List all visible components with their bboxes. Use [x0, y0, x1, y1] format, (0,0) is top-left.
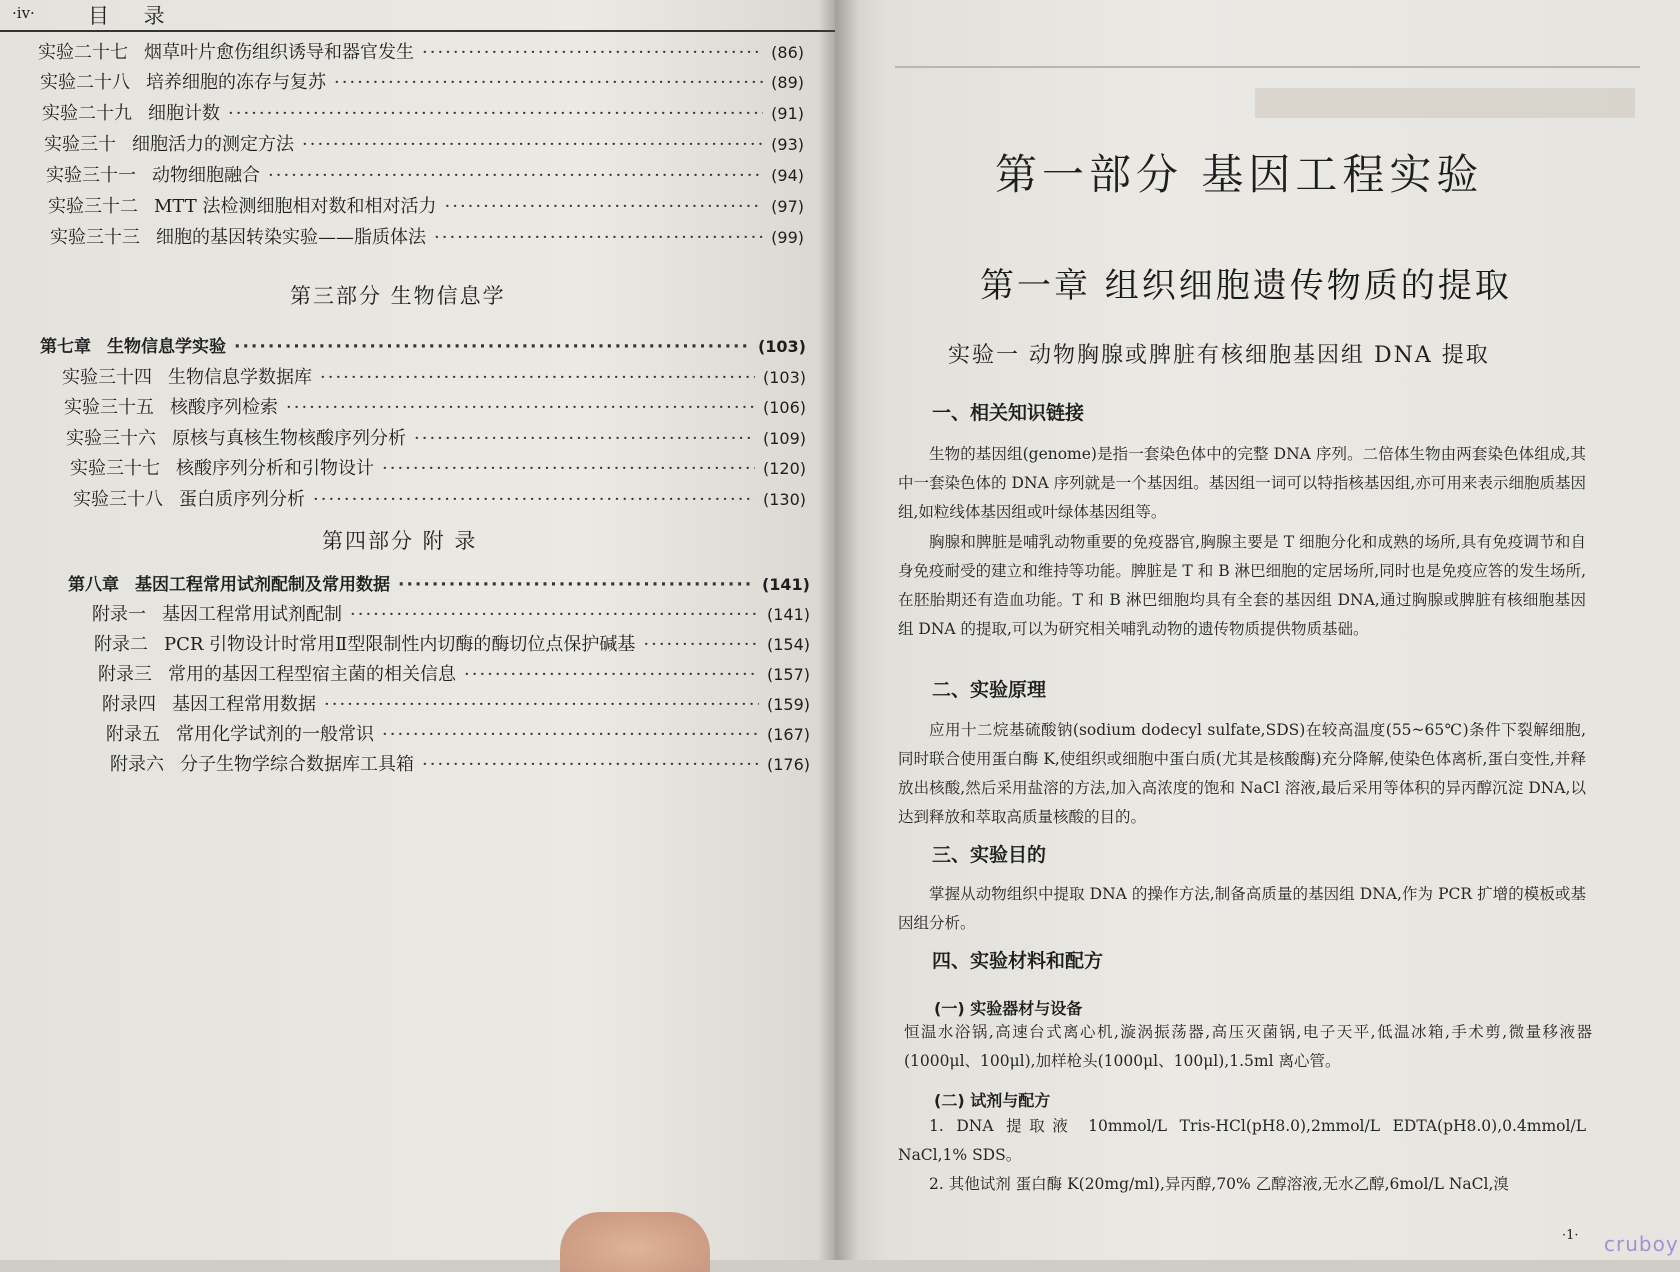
chapter-title: 第一章 组织细胞遗传物质的提取	[980, 266, 1512, 306]
toc-entry-label: 实验三十五	[64, 397, 154, 418]
leader-dots	[324, 694, 759, 715]
page-folio: ·1·	[1562, 1228, 1579, 1243]
leader-dots	[302, 134, 763, 155]
toc-entry-page: (106)	[762, 398, 806, 417]
toc-entry-page: (159)	[766, 695, 810, 714]
toc-entry-label: 实验三十	[44, 134, 116, 155]
toc-entry	[73, 485, 806, 511]
left-page-header	[0, 0, 835, 30]
leader-dots	[422, 42, 763, 63]
toc-entry-label: 实验三十四	[62, 367, 152, 388]
toc-entry-label: 实验三十八	[73, 489, 163, 510]
toc-entry-label: 实验三十二	[48, 196, 138, 217]
toc-entry-page: (154)	[766, 635, 810, 654]
show-through-band	[1255, 88, 1635, 118]
part-title: 第一部分 基因工程实验	[995, 150, 1484, 199]
leader-dots	[234, 337, 750, 357]
toc-entry-page: (99)	[771, 228, 804, 247]
toc-entry-title: 核酸序列检索	[170, 397, 278, 418]
toc-entry	[48, 192, 804, 218]
leader-dots	[422, 754, 759, 775]
toc-entry-title: 烟草叶片愈伤组织诱导和器官发生	[144, 42, 414, 63]
toc-entry-title: 生物信息学数据库	[168, 367, 312, 388]
toc-chapter-page: (141)	[761, 575, 810, 594]
section-heading: 三、实验目的	[932, 844, 1047, 866]
book-spine-shadow	[818, 0, 858, 1260]
paragraph: 胸腺和脾脏是哺乳动物重要的免疫器官,胸腺主要是 T 细胞分化和成熟的场所,具有免疫调节和自身免疫耐受的建立和维持等功能。脾脏是 T 和 B 淋巴细胞的定居场所,同时也是免疫应答的发生场所,在胚胎期还有造血功能。T 和 B 淋巴细胞均具有全套的基因组 DNA,通过胸腺或脾脏有核细胞基因组 DNA 的提取,可以为研究相关哺乳动物的遗传物质提供物质基础。	[898, 533, 1586, 638]
toc-entry-page: (167)	[766, 725, 810, 744]
paragraph: 2. 其他试剂 蛋白酶 K(20mg/ml),异丙醇,70% 乙醇溶液,无水乙醇,6mol/L NaCl,溴	[929, 1175, 1509, 1193]
toc-entry-page: (93)	[771, 135, 804, 154]
toc-entry	[44, 130, 804, 156]
toc-entry-page: (103)	[762, 368, 806, 387]
toc-entry	[46, 161, 804, 187]
toc-entry-title: 细胞活力的测定方法	[132, 134, 294, 155]
toc-entry-page: (86)	[771, 43, 804, 62]
leader-dots	[398, 575, 754, 595]
toc-entry-page: (97)	[771, 197, 804, 216]
toc-entry-page: (141)	[766, 605, 810, 624]
leader-dots	[286, 397, 755, 418]
toc-entry-title: 细胞的基因转染实验——脂质体法	[156, 227, 426, 248]
toc-entry	[102, 690, 810, 716]
toc-entry-title: 细胞计数	[148, 103, 220, 124]
toc-entry	[66, 424, 806, 450]
toc-entry-page: (89)	[771, 73, 804, 92]
experiment-title: 实验一 动物胸腺或脾脏有核细胞基因组 DNA 提取	[948, 343, 1490, 368]
toc-entry-label: 实验二十八	[40, 72, 130, 93]
leader-dots	[382, 724, 759, 745]
paragraph: 应用十二烷基硫酸钠(sodium dodecyl sulfate,SDS)在较高温度(55~65℃)条件下裂解细胞,同时联合使用蛋白酶 K,使组织或细胞中蛋白质(尤其是核酸酶)充分降解,使染色体离析,蛋白变性,并释放出核酸,然后采用盐溶的方法,加入高浓度的饱和 NaCl 溶液,最后采用等体积的异丙醇沉淀 DNA,以达到释放和萃取高质量核酸的目的。	[898, 721, 1586, 826]
toc-entry-label: 附录一	[92, 604, 146, 625]
faint-header-rule	[895, 66, 1640, 68]
toc-entry-title: 分子生物学综合数据库工具箱	[180, 754, 414, 775]
toc-chapter	[40, 332, 806, 357]
toc-chapter-title: 基因工程常用试剂配制及常用数据	[135, 575, 390, 595]
toc-chapter-title: 生物信息学实验	[107, 337, 226, 357]
leader-dots	[382, 458, 755, 479]
leader-dots	[434, 227, 763, 248]
toc-entry-title: 培养细胞的冻存与复苏	[146, 72, 326, 93]
toc-entry-label: 附录六	[110, 754, 164, 775]
toc-chapter-page: (103)	[757, 337, 806, 356]
toc-entry-title: 常用的基因工程型宿主菌的相关信息	[168, 664, 456, 685]
toc-entry-page: (120)	[762, 459, 806, 478]
toc-entry-page: (91)	[771, 104, 804, 123]
leader-dots	[414, 428, 755, 449]
toc-chapter	[68, 570, 810, 595]
thumb-photo	[560, 1212, 710, 1272]
leader-dots	[643, 634, 759, 655]
section-heading: 四、实验材料和配方	[932, 950, 1104, 972]
toc-entry-label: 附录四	[102, 694, 156, 715]
toc-entry-label: 实验三十七	[70, 458, 160, 479]
leader-dots	[350, 604, 759, 625]
toc-entry-title: 核酸序列分析和引物设计	[176, 458, 374, 479]
toc-chapter-label: 第七章	[40, 337, 91, 357]
toc-entry	[94, 630, 810, 656]
paragraph: 掌握从动物组织中提取 DNA 的操作方法,制备高质量的基因组 DNA,作为 PCR 扩增的模板或基因组分析。	[898, 885, 1586, 932]
leader-dots	[228, 103, 763, 124]
subsection-heading: (二) 试剂与配方	[934, 1091, 1051, 1110]
toc-entry-title: 基因工程常用试剂配制	[162, 604, 342, 625]
leader-dots	[268, 165, 763, 186]
toc-chapter-label: 第八章	[68, 575, 119, 595]
toc-entry-page: (109)	[762, 429, 806, 448]
toc-entry	[42, 99, 804, 125]
toc-entry-label: 实验三十六	[66, 428, 156, 449]
page-number: ·iv·	[12, 4, 35, 22]
toc-entry-title: 常用化学试剂的一般常识	[176, 724, 374, 745]
toc-entry-label: 附录三	[98, 664, 152, 685]
leader-dots	[334, 72, 763, 93]
page-title: 目 录	[88, 4, 179, 28]
section-heading: 二、实验原理	[932, 679, 1047, 701]
toc-entry-page: (157)	[766, 665, 810, 684]
paragraph: 1. DNA 提取液 10mmol/L Tris-HCl(pH8.0),2mmol/L EDTA(pH8.0),0.4mmol/L NaCl,1% SDS。	[898, 1117, 1586, 1164]
leader-dots	[320, 367, 755, 388]
toc-entry-label: 实验二十九	[42, 103, 132, 124]
toc-entry-page: (94)	[771, 166, 804, 185]
toc-entry-title: 基因工程常用数据	[172, 694, 316, 715]
toc-entry-label: 附录二	[94, 634, 148, 655]
toc-entry-title: 原核与真核生物核酸序列分析	[172, 428, 406, 449]
toc-entry	[110, 750, 810, 776]
part-heading: 第三部分 生物信息学	[290, 284, 506, 308]
toc-entry	[50, 223, 804, 249]
toc-entry	[92, 600, 810, 626]
toc-entry-label: 实验三十三	[50, 227, 140, 248]
paragraph: 生物的基因组(genome)是指一套染色体中的完整 DNA 序列。二倍体生物由两套染色体组成,其中一套染色体的 DNA 序列就是一个基因组。基因组一词可以特指核基因组,亦可用来表示细胞质基因组,如粒线体基因组或叶绿体基因组等。	[898, 445, 1586, 521]
paragraph: 恒温水浴锅,高速台式离心机,漩涡振荡器,高压灭菌锅,电子天平,低温冰箱,手术剪,微量移液器(1000μl、100μl),加样枪头(1000μl、100μl),1.5ml 离心管。	[904, 1023, 1592, 1070]
leader-dots	[313, 489, 755, 510]
toc-entry	[40, 68, 804, 94]
leader-dots	[464, 664, 759, 685]
toc-entry-label: 附录五	[106, 724, 160, 745]
left-page	[0, 0, 835, 1260]
section-heading: 一、相关知识链接	[932, 402, 1085, 424]
toc-entry-page: (176)	[766, 755, 810, 774]
leader-dots	[445, 196, 764, 217]
toc-entry-title: PCR 引物设计时常用Ⅱ型限制性内切酶的酶切位点保护碱基	[164, 634, 636, 655]
toc-entry-title: 动物细胞融合	[152, 165, 260, 186]
part-heading: 第四部分 附 录	[322, 529, 478, 553]
toc-entry	[64, 393, 806, 419]
toc-entry-label: 实验三十一	[46, 165, 136, 186]
toc-entry-page: (130)	[762, 490, 806, 509]
watermark-text: cruboy	[1604, 1232, 1679, 1256]
header-rule	[0, 30, 835, 32]
toc-entry	[98, 660, 810, 686]
toc-entry-title: 蛋白质序列分析	[179, 489, 305, 510]
toc-entry	[70, 454, 806, 480]
subsection-heading: (一) 实验器材与设备	[934, 999, 1083, 1018]
toc-entry	[62, 363, 806, 389]
toc-entry-label: 实验二十七	[38, 42, 128, 63]
toc-entry	[38, 38, 804, 64]
toc-entry	[106, 720, 810, 746]
toc-entry-title: MTT 法检测细胞相对数和相对活力	[154, 196, 437, 217]
